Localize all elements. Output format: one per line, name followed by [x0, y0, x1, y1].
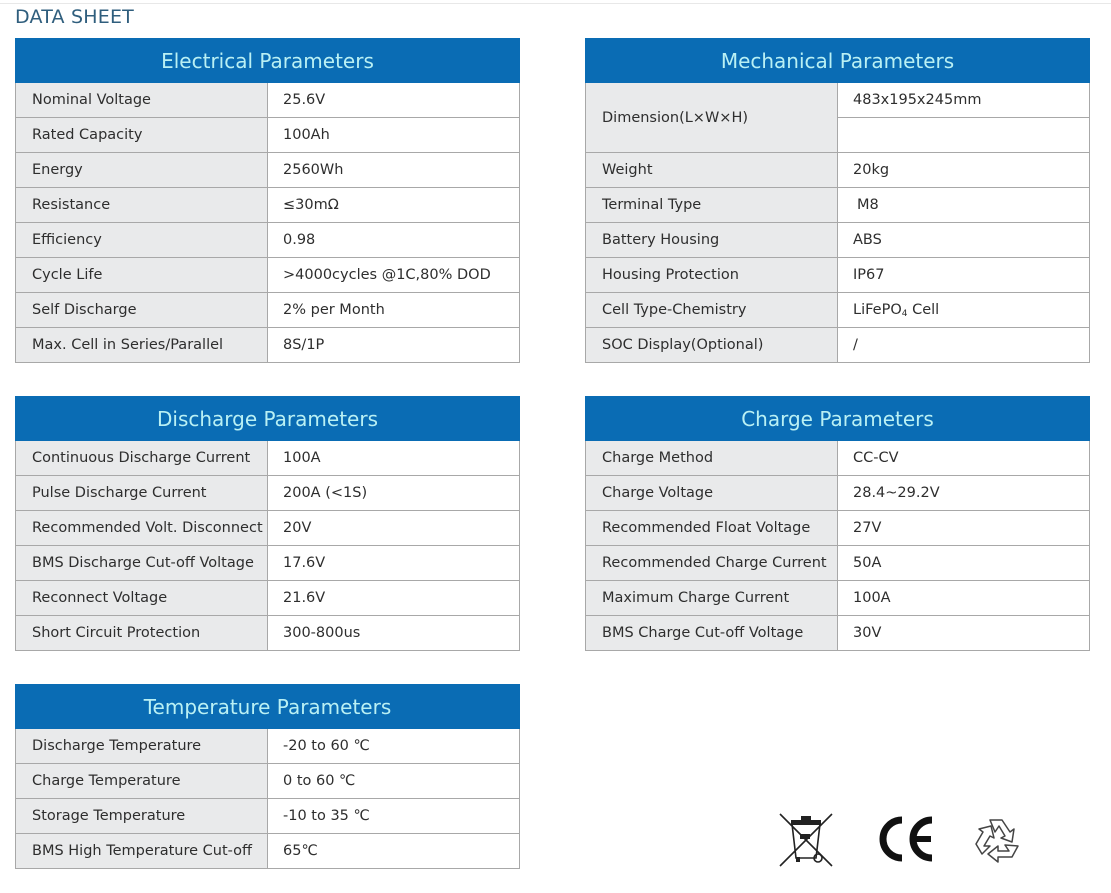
table-row [586, 546, 1090, 581]
table-row [586, 153, 1090, 188]
table-row [16, 511, 520, 546]
weee-crossed-bin-icon [776, 810, 836, 870]
param-label: Storage Temperature [16, 799, 268, 834]
table-header: Discharge Parameters [16, 397, 520, 441]
param-value-empty [838, 118, 1090, 153]
table-row [586, 441, 1090, 476]
param-label: Short Circuit Protection [16, 616, 268, 651]
table-row [16, 616, 520, 651]
param-value: 0 to 60 ℃ [268, 764, 520, 799]
param-label: Dimension(L×W×H) [586, 83, 838, 153]
param-value: 100A [838, 581, 1090, 616]
param-label: Discharge Temperature [16, 729, 268, 764]
param-value: 100Ah [268, 118, 520, 153]
param-label: Weight [586, 153, 838, 188]
param-value: 30V [838, 616, 1090, 651]
table-row [586, 223, 1090, 258]
ce-mark-text: CE [874, 814, 876, 815]
chem-formula: LiFePO [853, 301, 902, 318]
table-row [16, 293, 520, 328]
param-label: SOC Display(Optional) [586, 328, 838, 363]
table-row [586, 258, 1090, 293]
table-row [586, 188, 1090, 223]
param-value: 20V [268, 511, 520, 546]
table-row [16, 153, 520, 188]
param-label: Energy [16, 153, 268, 188]
param-value: 2% per Month [268, 293, 520, 328]
param-label: BMS High Temperature Cut-off [16, 834, 268, 869]
param-label: Reconnect Voltage [16, 581, 268, 616]
table-row [16, 118, 520, 153]
param-value: M8 [838, 188, 1090, 223]
param-value: 8S/1P [268, 328, 520, 363]
param-value: CC-CV [838, 441, 1090, 476]
param-label: Nominal Voltage [16, 83, 268, 118]
param-label: Maximum Charge Current [586, 581, 838, 616]
param-value: -10 to 35 ℃ [268, 799, 520, 834]
table-row [16, 83, 520, 118]
chem-subscript: 4 [901, 308, 908, 319]
param-value: 0.98 [268, 223, 520, 258]
param-label: Battery Housing [586, 223, 838, 258]
param-label: Recommended Float Voltage [586, 511, 838, 546]
electrical-parameters-table [15, 38, 520, 363]
param-value: / [838, 328, 1090, 363]
param-label: Terminal Type [586, 188, 838, 223]
table-header: Mechanical Parameters [586, 39, 1090, 83]
param-label: Efficiency [16, 223, 268, 258]
param-value: 25.6V [268, 83, 520, 118]
param-label: BMS Charge Cut-off Voltage [586, 616, 838, 651]
param-label: Charge Voltage [586, 476, 838, 511]
ce-mark-icon [874, 814, 936, 864]
table-row [586, 293, 1090, 328]
param-label: Recommended Volt. Disconnect [16, 511, 268, 546]
table-row [16, 476, 520, 511]
chem-suffix: Cell [912, 301, 940, 318]
table-row [16, 441, 520, 476]
table-row [586, 476, 1090, 511]
param-value: ABS [838, 223, 1090, 258]
table-header: Temperature Parameters [16, 685, 520, 729]
table-row [586, 328, 1090, 363]
certification-icons [770, 810, 1040, 872]
param-value: ≤30mΩ [268, 188, 520, 223]
recycle-icon [968, 810, 1028, 870]
param-label: Cycle Life [16, 258, 268, 293]
param-label: Charge Temperature [16, 764, 268, 799]
table-row [16, 188, 520, 223]
param-value: 300-800us [268, 616, 520, 651]
param-label: Recommended Charge Current [586, 546, 838, 581]
param-value: 27V [838, 511, 1090, 546]
table-row [16, 581, 520, 616]
page-title: DATA SHEET [15, 6, 134, 28]
param-label: Rated Capacity [16, 118, 268, 153]
table-row [586, 511, 1090, 546]
param-value: 200A (<1S) [268, 476, 520, 511]
table-row [16, 764, 520, 799]
table-row [16, 834, 520, 869]
table-row [16, 799, 520, 834]
charge-parameters-table [585, 396, 1090, 651]
param-value [838, 293, 1090, 328]
top-divider [0, 3, 1111, 4]
param-label: Continuous Discharge Current [16, 441, 268, 476]
mechanical-parameters-table [585, 38, 1090, 363]
param-value: >4000cycles @1C,80% DOD [268, 258, 520, 293]
table-row [586, 616, 1090, 651]
param-value: 483x195x245mm [838, 83, 1090, 118]
table-row [16, 223, 520, 258]
param-value: IP67 [838, 258, 1090, 293]
param-label: Housing Protection [586, 258, 838, 293]
param-label: Cell Type-Chemistry [586, 293, 838, 328]
table-row [16, 546, 520, 581]
param-label: Charge Method [586, 441, 838, 476]
param-value: 28.4~29.2V [838, 476, 1090, 511]
table-row [16, 258, 520, 293]
param-label: BMS Discharge Cut-off Voltage [16, 546, 268, 581]
param-value: 65℃ [268, 834, 520, 869]
param-value: 21.6V [268, 581, 520, 616]
param-label: Self Discharge [16, 293, 268, 328]
param-value: 50A [838, 546, 1090, 581]
table-row [16, 729, 520, 764]
param-value: 20kg [838, 153, 1090, 188]
discharge-parameters-table [15, 396, 520, 651]
table-row [16, 328, 520, 363]
param-label: Resistance [16, 188, 268, 223]
param-value: 100A [268, 441, 520, 476]
param-label: Pulse Discharge Current [16, 476, 268, 511]
table-header: Electrical Parameters [16, 39, 520, 83]
param-value: 2560Wh [268, 153, 520, 188]
param-value: 17.6V [268, 546, 520, 581]
table-header: Charge Parameters [586, 397, 1090, 441]
table-row [586, 83, 1090, 118]
table-row [586, 581, 1090, 616]
temperature-parameters-table [15, 684, 520, 869]
param-label: Max. Cell in Series/Parallel [16, 328, 268, 363]
param-value: -20 to 60 ℃ [268, 729, 520, 764]
